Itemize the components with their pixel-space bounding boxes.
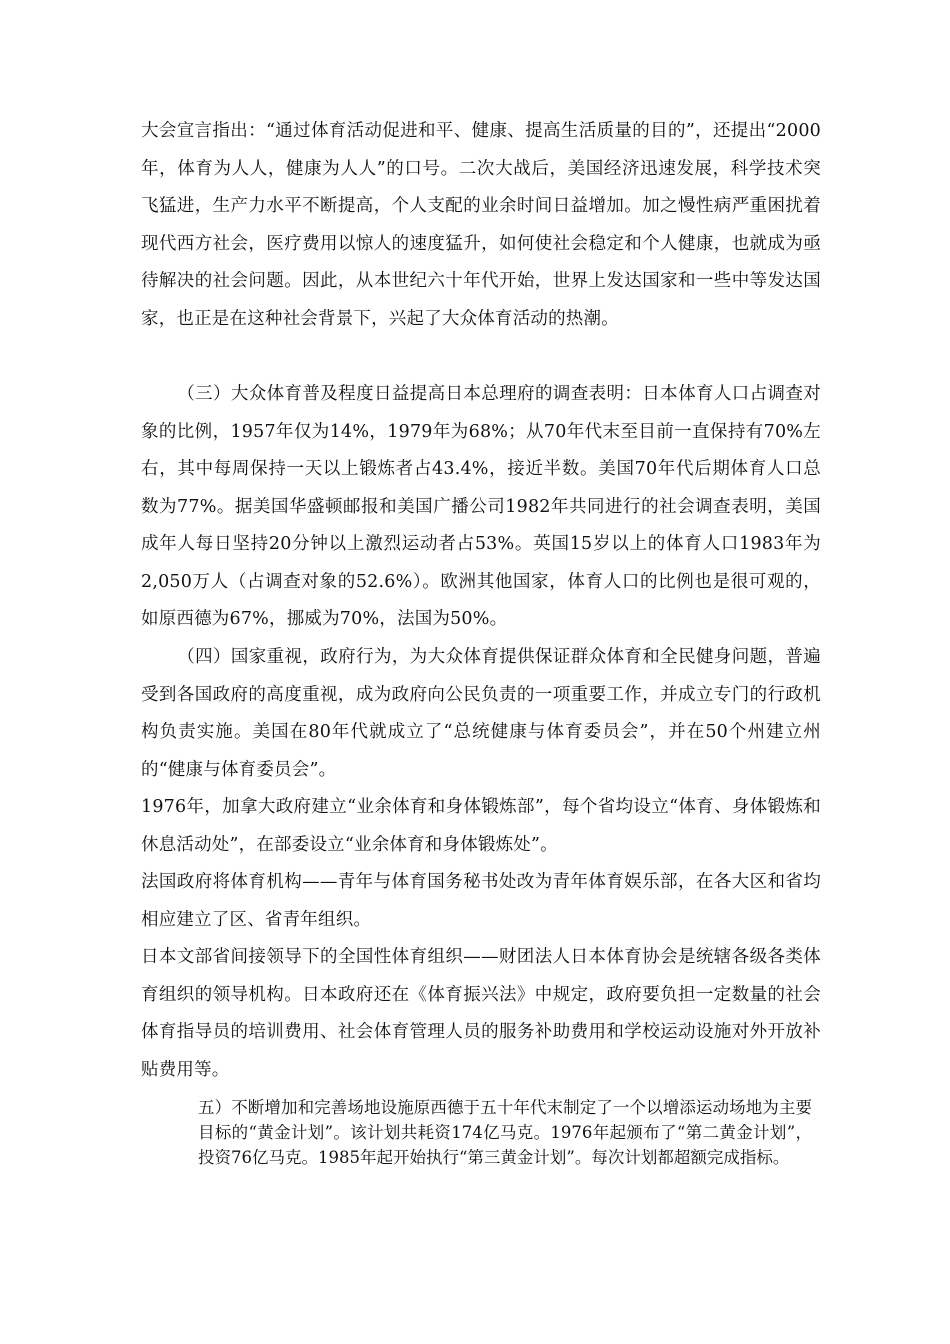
paragraph-text: （四）国家重视，政府行为，为大众体育提供保证群众体育和全民健身问题，普遍受到各国政府的高度重视，成为政府向公民负责的一项重要工作，并成立专门的行政机构负责实施。美国在80年代就成立了“总统健康与体育委员会”，并在50个州建立州的“健康与体育委员会”。 xyxy=(141,647,821,780)
paragraph-text: 五）不断增加和完善场地设施原西德于五十年代末制定了一个以增添运动场地为主要目标的“黄金计划”。该计划共耗资174亿马克。1976年起颁布了“第二黄金计划”，投资76亿马克。1985年起开始执行“第三黄金计划”。每次计划都超额完成指标。 xyxy=(198,1098,812,1167)
paragraph-text: 1976年，加拿大政府建立“业余体育和身体锻炼部”，每个省均设立“体育、身体锻炼和休息活动处”，在部委设立“业余体育和身体锻炼处”。 xyxy=(141,797,821,855)
paragraph-text: 法国政府将体育机构——青年与体育国务秘书处改为青年体育娱乐部，在各大区和省均相应建立了区、省青年组织。 xyxy=(141,872,821,930)
paragraph-declaration xyxy=(141,113,821,338)
paragraph-japan xyxy=(141,939,821,1089)
paragraph-text: 日本文部省间接领导下的全国性体育组织——财团法人日本体育协会是统辖各级各类体育组织的领导机构。日本政府还在《体育振兴法》中规定，政府要负担一定数量的社会体育指导员的培训费用、社会体育管理人员的服务补助费用和学校运动设施对外开放补贴费用等。 xyxy=(141,947,821,1080)
paragraph-section-five xyxy=(198,1095,812,1170)
paragraph-france xyxy=(141,864,821,939)
paragraph-canada xyxy=(141,789,821,864)
paragraph-section-four xyxy=(141,639,821,789)
paragraph-text: 大会宣言指出：“通过体育活动促进和平、健康、提高生活质量的目的”，还提出“2000年，体育为人人，健康为人人”的口号。二次大战后，美国经济迅速发展，科学技术突飞猛进，生产力水平不断提高，个人支配的业余时间日益增加。加之慢性病严重困扰着现代西方社会，医疗费用以惊人的速度猛升，如何使社会稳定和个人健康，也就成为亟待解决的社会问题。因此，从本世纪六十年代开始，世界上发达国家和一些中等发达国家，也正是在这种社会背景下，兴起了大众体育活动的热潮。 xyxy=(141,121,821,329)
paragraph-text: （三）大众体育普及程度日益提高日本总理府的调查表明：日本体育人口占调查对象的比例，1957年仅为14%，1979年为68%；从70年代末至目前一直保持有70%左右，其中每周保持一天以上锻炼者占43.4%，接近半数。美国70年代后期体育人口总数为77%。据美国华盛顿邮报和美国广播公司1982年共同进行的社会调查表明，美国成年人每日坚持20分钟以上激烈运动者占53%。英国15岁以上的体育人口1983年为2,050万人（占调查对象的52.6%）。欧洲其他国家，体育人口的比例也是很可观的，如原西德为67%，挪威为70%，法国为50%。 xyxy=(141,384,821,629)
paragraph-section-three xyxy=(141,376,821,639)
